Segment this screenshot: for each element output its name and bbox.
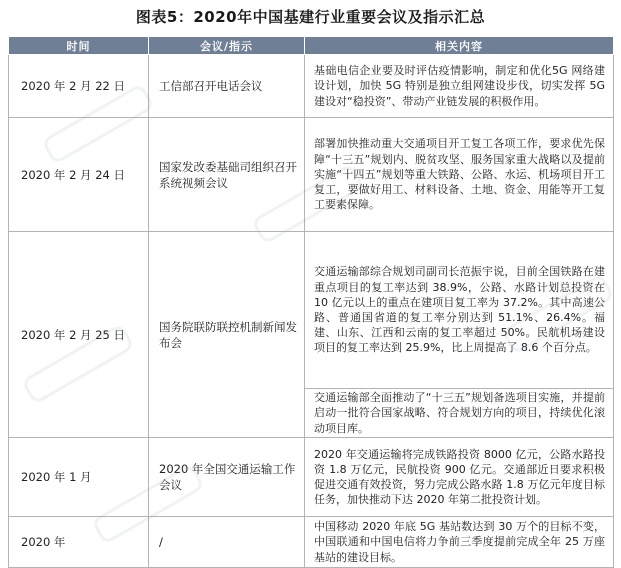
row-time: 2020 年 2 月 24 日 (9, 118, 149, 232)
row-content-extra: 交通运输部全面推动了“十三五”规划备选项目实施，并提前启动一批符合国家战略、符合规划方向的项目，持续优化滚动项目库。 (305, 389, 614, 438)
table-row (9, 517, 614, 568)
row-time: 2020 年 1 月 (9, 438, 149, 517)
row-time: 2020 年 2 月 25 日 (9, 232, 149, 438)
row-meeting: 2020 年全国交通运输工作会议 (149, 438, 305, 517)
row-meeting: 工信部召开电话会议 (149, 55, 305, 118)
row-meeting: 国家发改委基础司组织召开系统视频会议 (149, 118, 305, 232)
row-content: 中国移动 2020 年底 5G 基站数达到 30 万个的目标不变，中国联通和中国电信将力争前三季度提前完成全年 25 万座基站的建设目标。 (305, 517, 614, 568)
row-meeting: / (149, 517, 305, 568)
header-time: 时间 (9, 37, 149, 55)
policy-table (8, 36, 614, 568)
row-content: 部署加快推动重大交通项目开工复工各项工作，要求优先保障“十三五”规划内、脱贫攻坚、服务国家重大战略以及提前实施“十四五”规划等重大铁路、公路、水运、机场项目开工复工，要做好用工、材料设备、土地、资金、用能等开工复工要素保障。 (305, 118, 614, 232)
table-row (9, 55, 614, 118)
table-row (9, 232, 614, 389)
header-content: 相关内容 (305, 37, 614, 55)
row-time: 2020 年 2 月 22 日 (9, 55, 149, 118)
chart-title: 图表5：2020年中国基建行业重要会议及指示汇总 (135, 8, 486, 26)
header-meeting: 会议/指示 (149, 37, 305, 55)
table-row (9, 438, 614, 517)
row-content: 基础电信企业要及时评估疫情影响，制定和优化5G 网络建设计划，加快 5G 特别是独立组网建设步伐，切实发挥 5G 建设对“稳投资”、带动产业链发展的积极作用。 (305, 55, 614, 118)
row-content: 交通运输部综合规划司副司长范振宇说，目前全国铁路在建重点项目的复工率达到 38.9%，公路、水路计划总投资在 10 亿元以上的重点在建项目复工率为 37.2%。其中高速公路、普通国省道的复工率分别达到 51.1%、26.4%。福建、山东、江西和云南的复工率超过 50%。民航机场建设项目的复工率达到 25.9%，比上周提高了 8.6 个百分点。 (305, 232, 614, 389)
row-content: 2020 年交通运输将完成铁路投资 8000 亿元，公路水路投资 1.8 万亿元，民航投资 900 亿元。交通部近日要求积极促进交通有效投资，努力完成公路水路 1.8 万亿元年度目标任务，加快推动下达 2020 年第二批投资计划。 (305, 438, 614, 517)
table-header-row (9, 37, 614, 55)
row-meeting: 国务院联防联控机制新闻发布会 (149, 232, 305, 438)
row-time: 2020 年 (9, 517, 149, 568)
table-row (9, 118, 614, 232)
